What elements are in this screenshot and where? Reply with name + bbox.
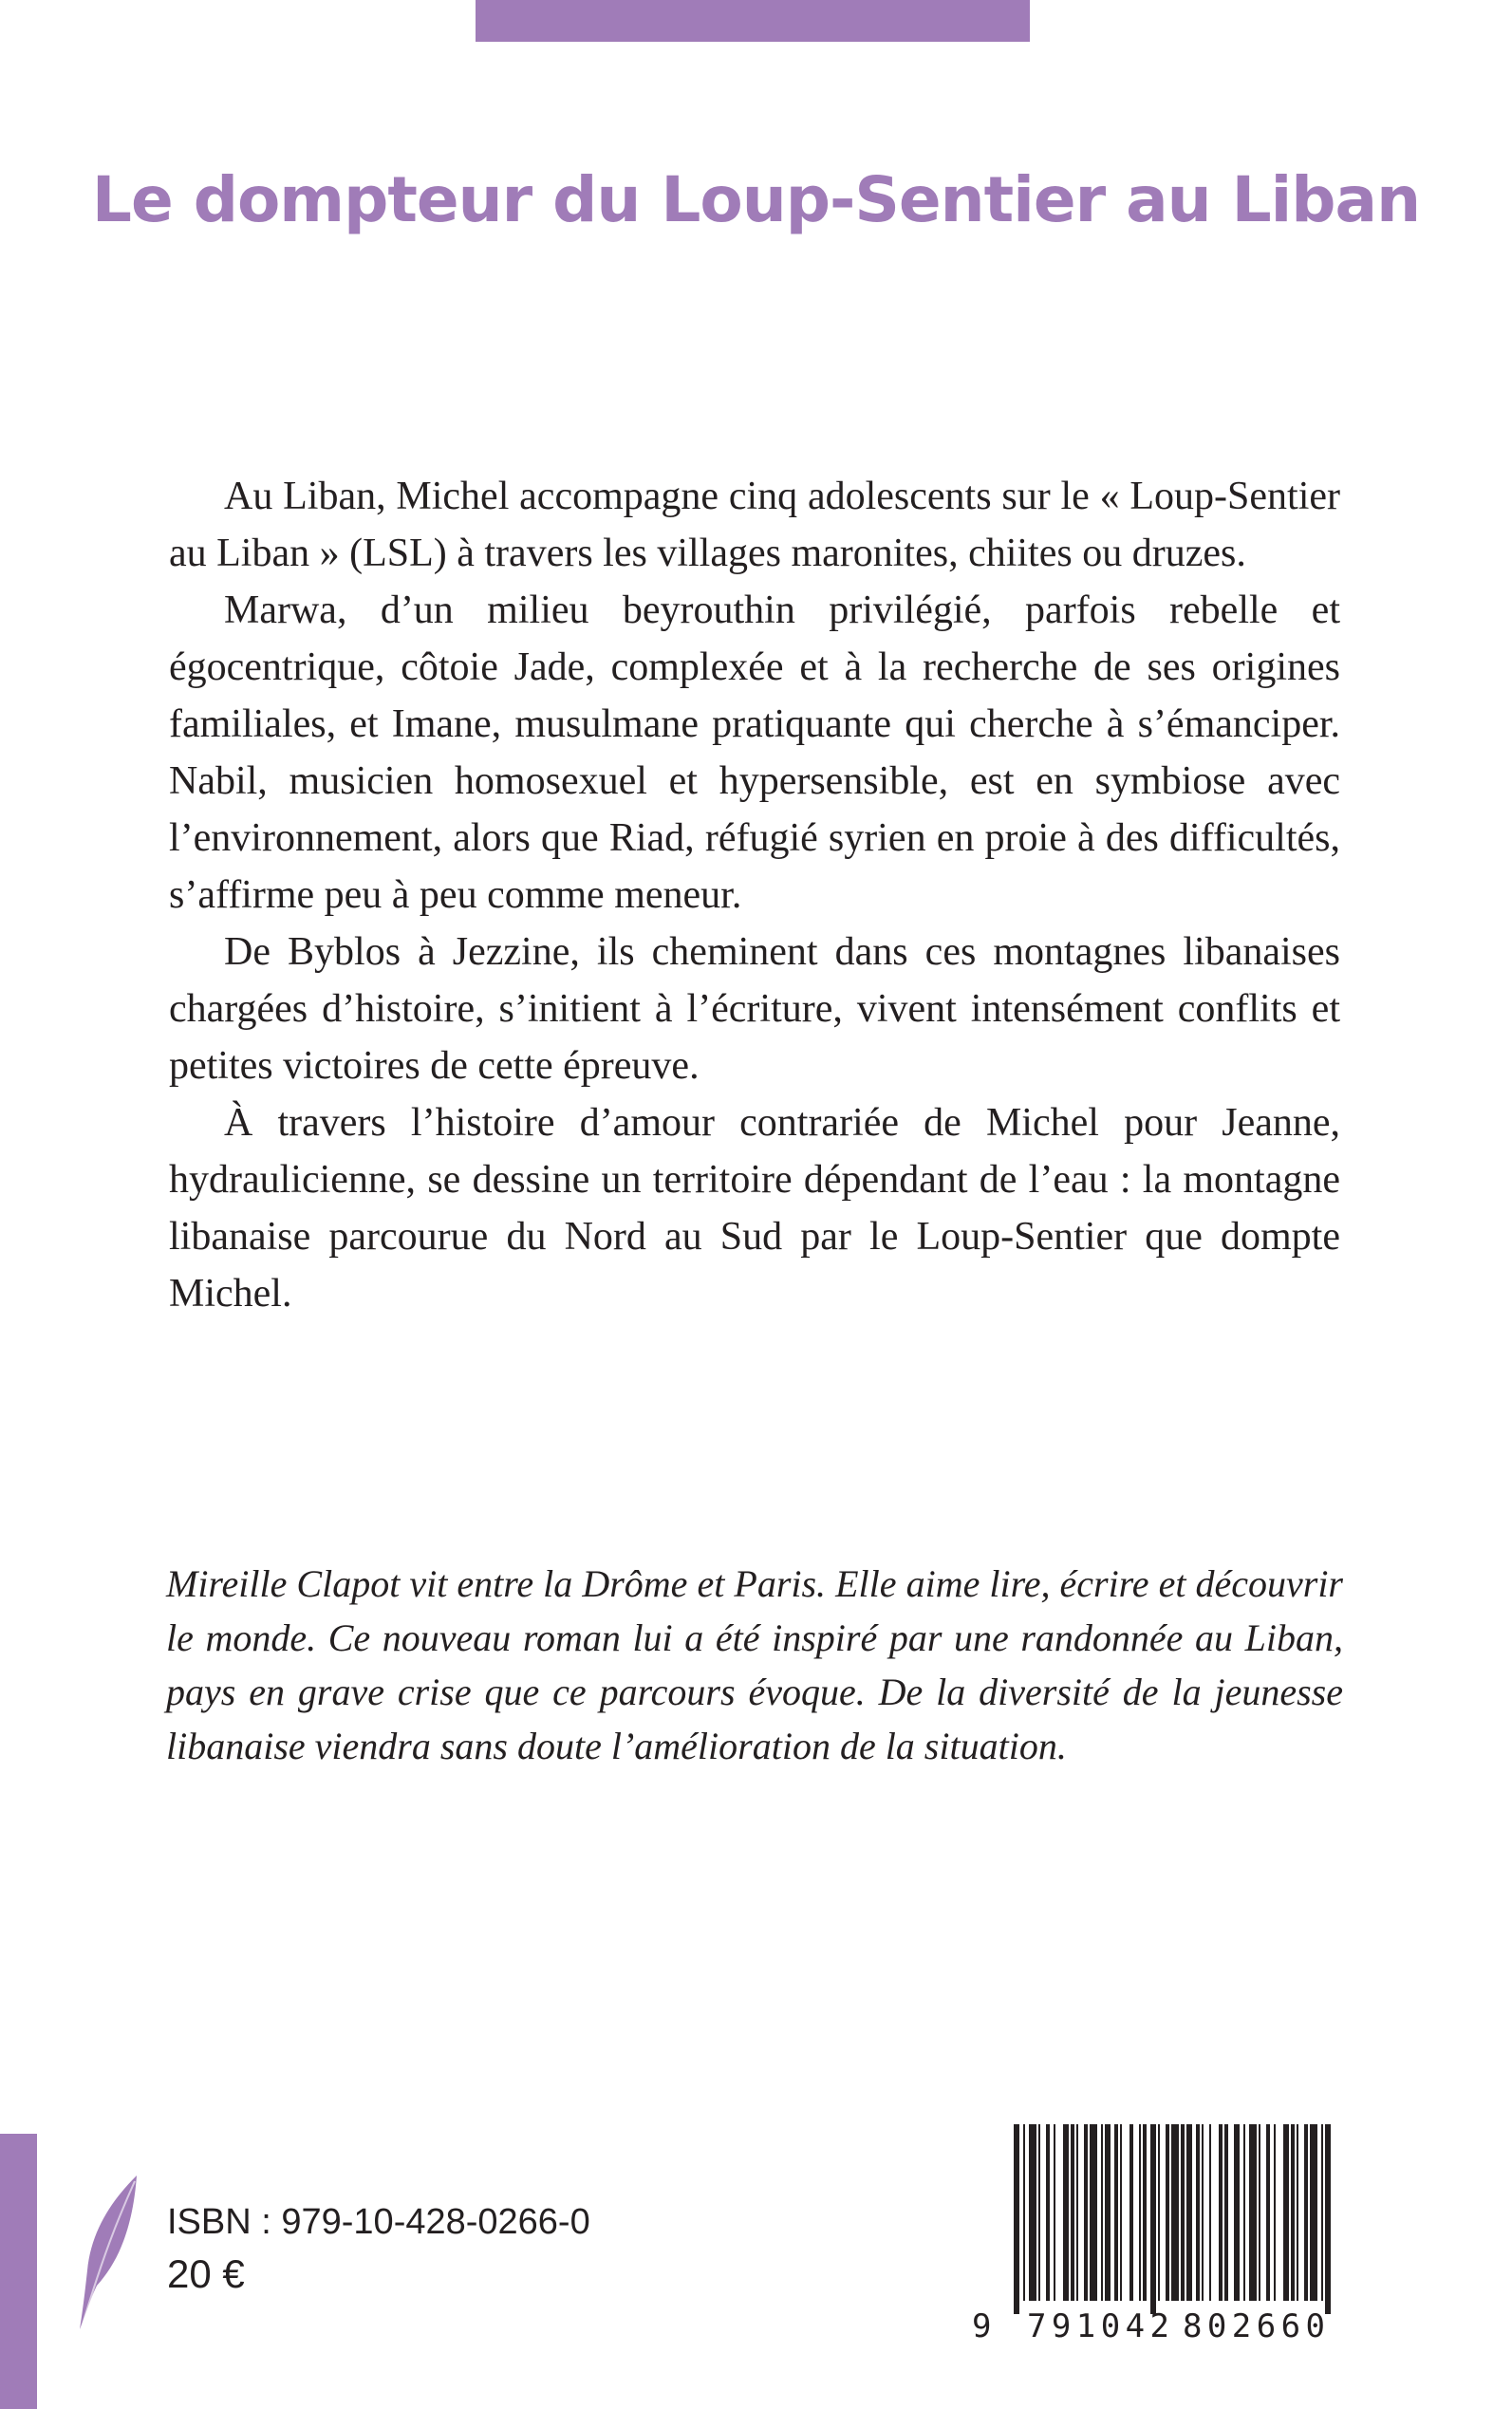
barcode-digits-right: 802660 [1183,2307,1325,2343]
top-accent-band [476,0,1030,42]
book-title: Le dompteur du Loup-Sentier au Liban [91,163,1421,236]
barcode-icon [959,2122,1338,2343]
side-accent-band [0,2134,37,2409]
barcode-digit-first: 9 [972,2307,992,2343]
summary-paragraph: De Byblos à Jezzine, ils cheminent dans ces montagnes libanaises chargées d’histoire, s’initient à l’écriture, vivent intensément conflits et petites victoires de cette épreuve. [169,930,1340,1088]
summary-paragraph: Au Liban, Michel accompagne cinq adolescents sur le « Loup-Sentier au Liban » (LSL) à travers les villages maronites, chiites ou druzes. [169,475,1340,575]
price-text: 20 € [167,2251,245,2296]
isbn-text: ISBN : 979-10-428-0266-0 [167,2202,590,2242]
author-bio: Mireille Clapot vit entre la Drôme et Paris. Elle aime lire, écrire et découvrir le monde. Ce nouveau roman lui a été inspiré par une randonnée au Liban, pays en grave crise que ce parcours évoque. De la diversité de la jeunesse libanaise viendra sans doute l’amélioration de la situation. [166,1562,1343,1767]
summary-paragraph: Marwa, d’un milieu beyrouthin privilégié, parfois rebelle et égocentrique, côtoie Jade, complexée et à la recherche de ses origines familiales, et Imane, musulmane pratiquante qui cherche à s’émanciper. Nabil, musicien homosexuel et hypersensible, est en symbiose avec l’environnement, alors que Riad, réfugié syrien en proie à des difficultés, s’affirme peu à peu comme meneur. [169,588,1340,917]
feather-icon [74,2172,142,2333]
back-cover-summary [169,468,1340,1322]
barcode-digits-left: 791042 [1027,2307,1169,2343]
summary-paragraph: À travers l’histoire d’amour contrariée de Michel pour Jeanne, hydraulicienne, se dessine un territoire dépendant de l’eau : la montagne libanaise parcourue du Nord au Sud par le Loup-Sentier que dompte Michel. [169,1101,1340,1316]
